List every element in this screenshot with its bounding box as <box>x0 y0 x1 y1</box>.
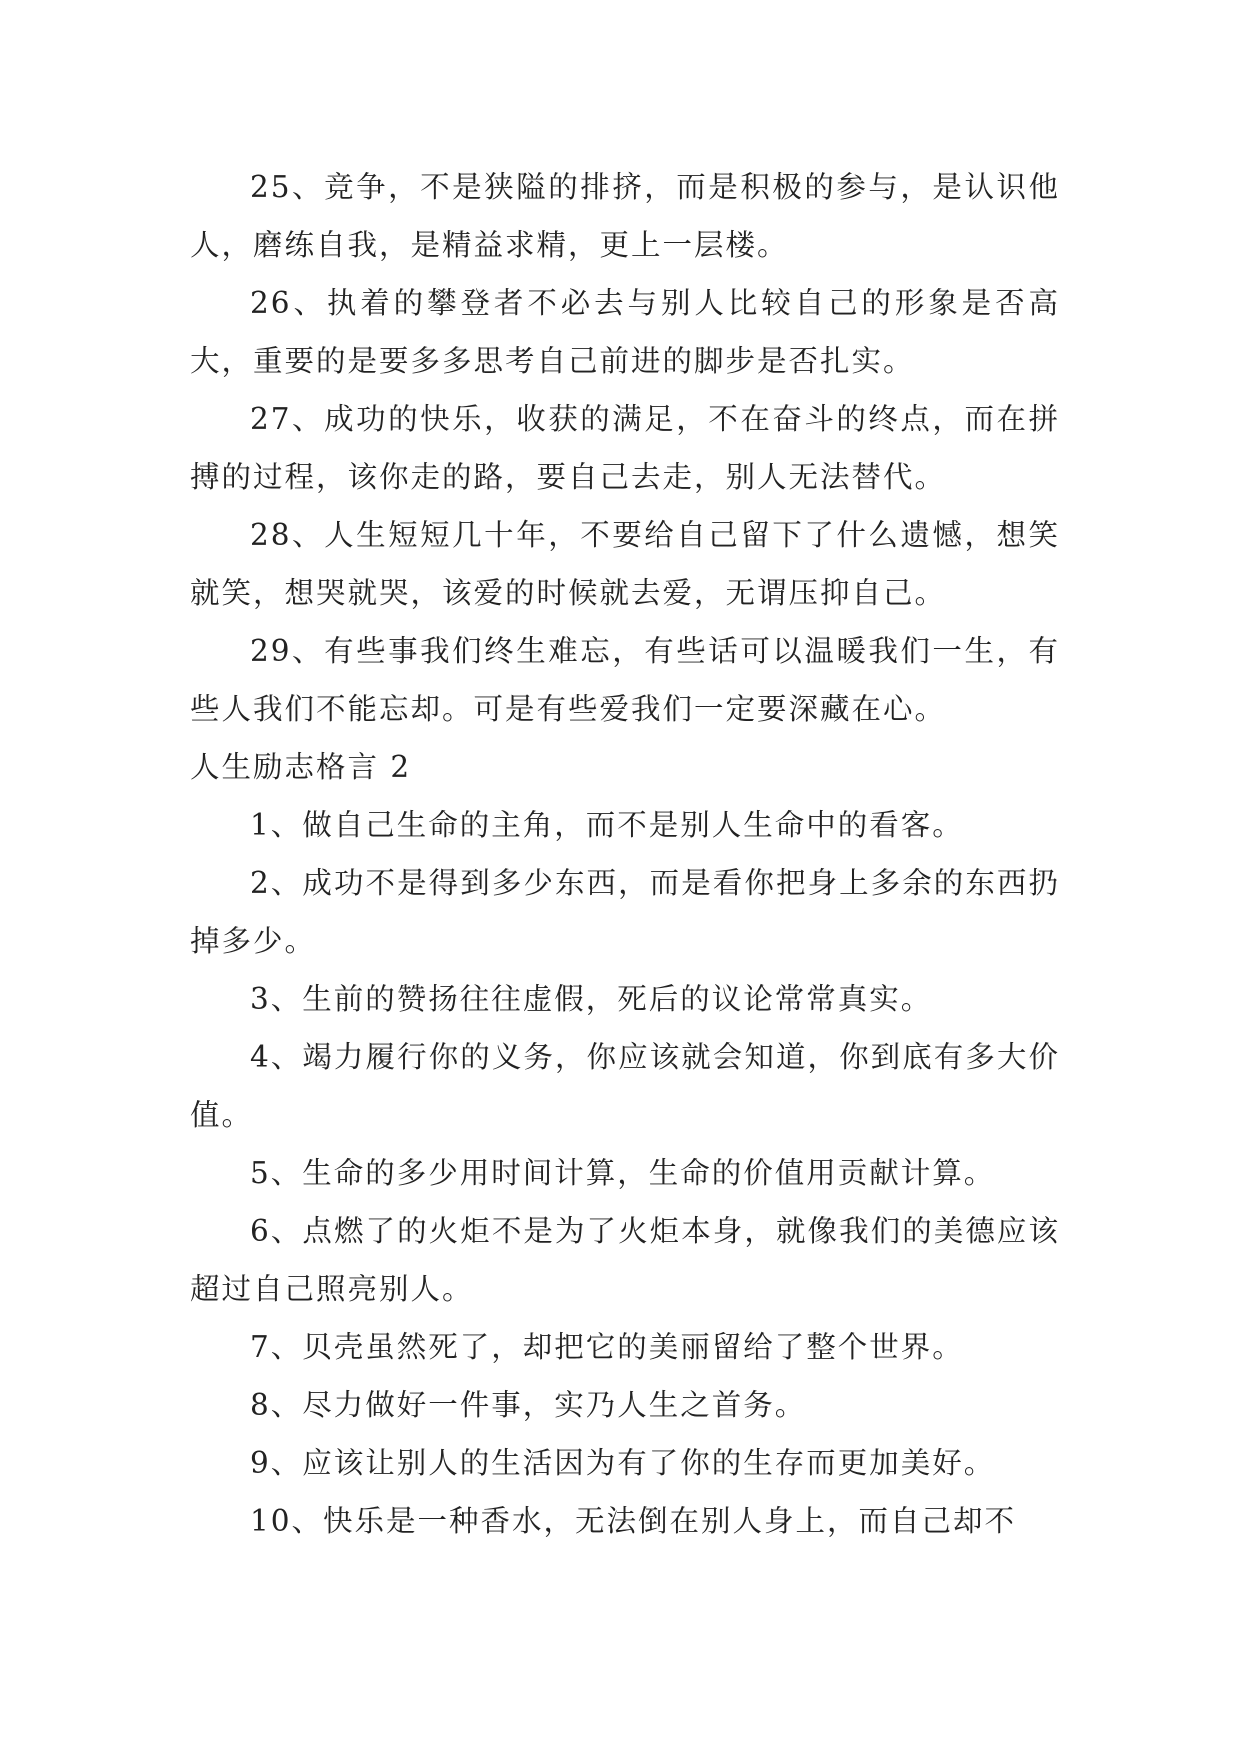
paragraph-5: 5、生命的多少用时间计算，生命的价值用贡献计算。 <box>250 1156 996 1190</box>
paragraph-27: 27、成功的快乐，收获的满足，不在奋斗的终点，而在拼搏的过程，该你走的路，要自己去走，别人无法替代。 <box>190 402 1060 494</box>
paragraph-3: 3、生前的赞扬往往虚假，死后的议论常常真实。 <box>250 982 933 1016</box>
section-heading: 人生励志格言 2 <box>190 750 412 784</box>
paragraph-2: 2、成功不是得到多少东西，而是看你把身上多余的东西扔掉多少。 <box>190 866 1060 958</box>
paragraph-10: 10、快乐是一种香水，无法倒在别人身上，而自己却不 <box>250 1504 1017 1538</box>
paragraph-7: 7、贝壳虽然死了，却把它的美丽留给了整个世界。 <box>250 1330 964 1364</box>
paragraph-9: 9、应该让别人的生活因为有了你的生存而更加美好。 <box>250 1446 996 1480</box>
document-body <box>190 158 1060 1550</box>
paragraph-28: 28、人生短短几十年，不要给自己留下了什么遗憾，想笑就笑，想哭就哭，该爱的时候就去爱，无谓压抑自己。 <box>190 518 1060 610</box>
paragraph-6: 6、点燃了的火炬不是为了火炬本身，就像我们的美德应该超过自己照亮别人。 <box>190 1214 1060 1306</box>
paragraph-29: 29、有些事我们终生难忘，有些话可以温暖我们一生，有些人我们不能忘却。可是有些爱我们一定要深藏在心。 <box>190 634 1060 726</box>
paragraph-26: 26、执着的攀登者不必去与别人比较自己的形象是否高大，重要的是要多多思考自己前进的脚步是否扎实。 <box>190 286 1060 378</box>
paragraph-8: 8、尽力做好一件事，实乃人生之首务。 <box>250 1388 807 1422</box>
paragraph-4: 4、竭力履行你的义务，你应该就会知道，你到底有多大价值。 <box>190 1040 1060 1132</box>
paragraph-25: 25、竞争，不是狭隘的排挤，而是积极的参与，是认识他人，磨练自我，是精益求精，更上一层楼。 <box>190 170 1060 262</box>
paragraph-1: 1、做自己生命的主角，而不是别人生命中的看客。 <box>250 808 964 842</box>
